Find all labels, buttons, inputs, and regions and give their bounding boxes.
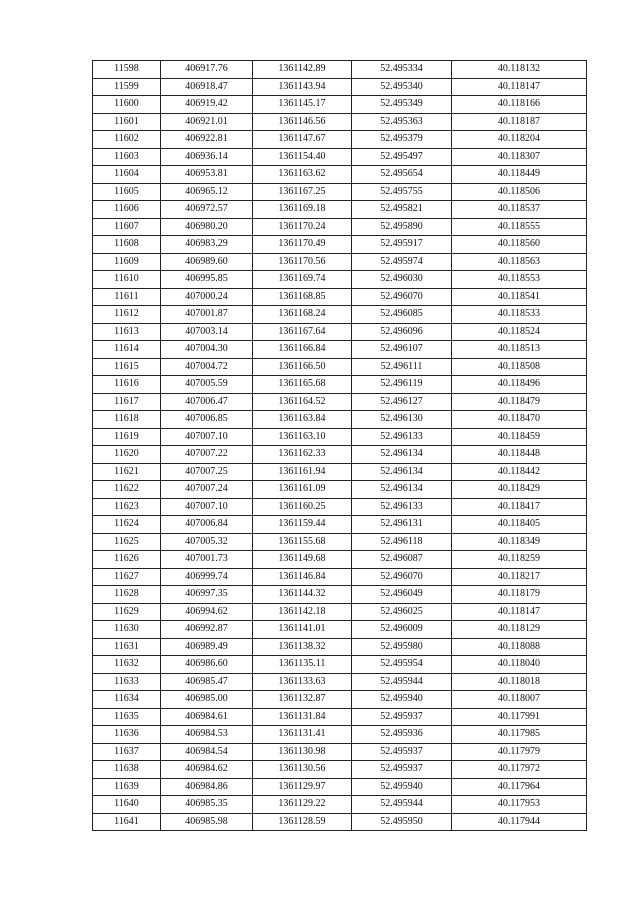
latitude-cell: 52.496118 (352, 533, 452, 551)
longitude-cell: 40.118187 (452, 113, 587, 131)
coord-y-cell: 1361143.94 (253, 78, 352, 96)
latitude-cell: 52.495980 (352, 638, 452, 656)
latitude-cell: 52.495940 (352, 778, 452, 796)
coord-x-cell: 407007.25 (161, 463, 253, 481)
coord-y-cell: 1361163.62 (253, 166, 352, 184)
coord-y-cell: 1361168.85 (253, 288, 352, 306)
longitude-cell: 40.118007 (452, 691, 587, 709)
table-row (93, 778, 587, 796)
coord-x-cell: 407000.24 (161, 288, 253, 306)
point-id-cell: 11638 (93, 761, 161, 779)
point-id-cell: 11629 (93, 603, 161, 621)
coord-x-cell: 406995.85 (161, 271, 253, 289)
coord-x-cell: 406989.49 (161, 638, 253, 656)
point-id-cell: 11617 (93, 393, 161, 411)
point-id-cell: 11633 (93, 673, 161, 691)
longitude-cell: 40.118217 (452, 568, 587, 586)
table-row (93, 743, 587, 761)
table-row (93, 393, 587, 411)
table-row (93, 533, 587, 551)
coord-x-cell: 406997.35 (161, 586, 253, 604)
coord-y-cell: 1361169.74 (253, 271, 352, 289)
coord-x-cell: 407007.10 (161, 428, 253, 446)
longitude-cell: 40.118449 (452, 166, 587, 184)
latitude-cell: 52.495349 (352, 96, 452, 114)
coord-y-cell: 1361130.98 (253, 743, 352, 761)
coord-x-cell: 406992.87 (161, 621, 253, 639)
longitude-cell: 40.118132 (452, 61, 587, 79)
table-row (93, 218, 587, 236)
point-id-cell: 11607 (93, 218, 161, 236)
longitude-cell: 40.117972 (452, 761, 587, 779)
coord-x-cell: 406999.74 (161, 568, 253, 586)
longitude-cell: 40.118147 (452, 603, 587, 621)
point-id-cell: 11626 (93, 551, 161, 569)
coord-y-cell: 1361149.68 (253, 551, 352, 569)
point-id-cell: 11618 (93, 411, 161, 429)
coord-y-cell: 1361154.40 (253, 148, 352, 166)
table-row (93, 516, 587, 534)
point-id-cell: 11611 (93, 288, 161, 306)
longitude-cell: 40.118508 (452, 358, 587, 376)
coord-x-cell: 406922.81 (161, 131, 253, 149)
coord-x-cell: 406918.47 (161, 78, 253, 96)
longitude-cell: 40.118166 (452, 96, 587, 114)
point-id-cell: 11606 (93, 201, 161, 219)
coord-y-cell: 1361146.56 (253, 113, 352, 131)
longitude-cell: 40.118479 (452, 393, 587, 411)
table-row (93, 673, 587, 691)
latitude-cell: 52.495944 (352, 673, 452, 691)
latitude-cell: 52.496130 (352, 411, 452, 429)
coord-y-cell: 1361138.32 (253, 638, 352, 656)
longitude-cell: 40.118524 (452, 323, 587, 341)
latitude-cell: 52.496131 (352, 516, 452, 534)
coord-y-cell: 1361167.64 (253, 323, 352, 341)
point-id-cell: 11630 (93, 621, 161, 639)
table-row (93, 551, 587, 569)
longitude-cell: 40.117953 (452, 796, 587, 814)
longitude-cell: 40.118147 (452, 78, 587, 96)
coord-x-cell: 407001.73 (161, 551, 253, 569)
table-row (93, 498, 587, 516)
table-row (93, 148, 587, 166)
point-id-cell: 11608 (93, 236, 161, 254)
coord-y-cell: 1361128.59 (253, 813, 352, 831)
table-row (93, 61, 587, 79)
latitude-cell: 52.496134 (352, 446, 452, 464)
point-id-cell: 11610 (93, 271, 161, 289)
latitude-cell: 52.496133 (352, 428, 452, 446)
coord-x-cell: 407001.87 (161, 306, 253, 324)
latitude-cell: 52.496119 (352, 376, 452, 394)
point-id-cell: 11598 (93, 61, 161, 79)
latitude-cell: 52.496096 (352, 323, 452, 341)
coord-y-cell: 1361163.10 (253, 428, 352, 446)
longitude-cell: 40.118506 (452, 183, 587, 201)
point-id-cell: 11600 (93, 96, 161, 114)
latitude-cell: 52.496025 (352, 603, 452, 621)
longitude-cell: 40.118129 (452, 621, 587, 639)
latitude-cell: 52.495334 (352, 61, 452, 79)
table-row (93, 131, 587, 149)
point-id-cell: 11640 (93, 796, 161, 814)
point-id-cell: 11605 (93, 183, 161, 201)
coord-y-cell: 1361129.97 (253, 778, 352, 796)
table-row (93, 796, 587, 814)
point-id-cell: 11631 (93, 638, 161, 656)
table-row (93, 236, 587, 254)
latitude-cell: 52.495821 (352, 201, 452, 219)
latitude-cell: 52.495937 (352, 761, 452, 779)
latitude-cell: 52.495950 (352, 813, 452, 831)
coord-x-cell: 406985.35 (161, 796, 253, 814)
coord-y-cell: 1361131.41 (253, 726, 352, 744)
table-row (93, 96, 587, 114)
table-row (93, 708, 587, 726)
coord-x-cell: 406985.00 (161, 691, 253, 709)
longitude-cell: 40.117985 (452, 726, 587, 744)
longitude-cell: 40.118429 (452, 481, 587, 499)
latitude-cell: 52.496009 (352, 621, 452, 639)
coord-x-cell: 406985.47 (161, 673, 253, 691)
coord-y-cell: 1361164.52 (253, 393, 352, 411)
longitude-cell: 40.118417 (452, 498, 587, 516)
latitude-cell: 52.496087 (352, 551, 452, 569)
point-id-cell: 11639 (93, 778, 161, 796)
latitude-cell: 52.495755 (352, 183, 452, 201)
point-id-cell: 11628 (93, 586, 161, 604)
point-id-cell: 11641 (93, 813, 161, 831)
table-row (93, 376, 587, 394)
latitude-cell: 52.496111 (352, 358, 452, 376)
latitude-cell: 52.495654 (352, 166, 452, 184)
point-id-cell: 11637 (93, 743, 161, 761)
longitude-cell: 40.118470 (452, 411, 587, 429)
latitude-cell: 52.495340 (352, 78, 452, 96)
coord-y-cell: 1361146.84 (253, 568, 352, 586)
longitude-cell: 40.118563 (452, 253, 587, 271)
longitude-cell: 40.117991 (452, 708, 587, 726)
coord-x-cell: 407004.72 (161, 358, 253, 376)
latitude-cell: 52.496134 (352, 463, 452, 481)
longitude-cell: 40.118459 (452, 428, 587, 446)
coord-x-cell: 406953.81 (161, 166, 253, 184)
coord-x-cell: 407007.10 (161, 498, 253, 516)
point-id-cell: 11619 (93, 428, 161, 446)
point-id-cell: 11613 (93, 323, 161, 341)
longitude-cell: 40.118541 (452, 288, 587, 306)
longitude-cell: 40.118088 (452, 638, 587, 656)
table-row (93, 586, 587, 604)
coord-x-cell: 406936.14 (161, 148, 253, 166)
table-row (93, 306, 587, 324)
point-id-cell: 11609 (93, 253, 161, 271)
coord-y-cell: 1361155.68 (253, 533, 352, 551)
longitude-cell: 40.118537 (452, 201, 587, 219)
coord-y-cell: 1361167.25 (253, 183, 352, 201)
longitude-cell: 40.118496 (452, 376, 587, 394)
longitude-cell: 40.118513 (452, 341, 587, 359)
latitude-cell: 52.495974 (352, 253, 452, 271)
longitude-cell: 40.118405 (452, 516, 587, 534)
latitude-cell: 52.496049 (352, 586, 452, 604)
coord-x-cell: 407006.47 (161, 393, 253, 411)
longitude-cell: 40.117964 (452, 778, 587, 796)
coord-x-cell: 406921.01 (161, 113, 253, 131)
coord-y-cell: 1361169.18 (253, 201, 352, 219)
point-id-cell: 11621 (93, 463, 161, 481)
longitude-cell: 40.118533 (452, 306, 587, 324)
table-row (93, 481, 587, 499)
table-row (93, 446, 587, 464)
table-row (93, 358, 587, 376)
coord-y-cell: 1361144.32 (253, 586, 352, 604)
coord-x-cell: 407005.59 (161, 376, 253, 394)
table-row (93, 656, 587, 674)
latitude-cell: 52.495937 (352, 743, 452, 761)
latitude-cell: 52.495890 (352, 218, 452, 236)
point-id-cell: 11623 (93, 498, 161, 516)
longitude-cell: 40.117979 (452, 743, 587, 761)
table-row (93, 78, 587, 96)
table-row (93, 288, 587, 306)
coord-y-cell: 1361133.63 (253, 673, 352, 691)
longitude-cell: 40.118553 (452, 271, 587, 289)
latitude-cell: 52.496127 (352, 393, 452, 411)
latitude-cell: 52.496085 (352, 306, 452, 324)
point-id-cell: 11620 (93, 446, 161, 464)
coord-x-cell: 407004.30 (161, 341, 253, 359)
coord-y-cell: 1361170.56 (253, 253, 352, 271)
latitude-cell: 52.495936 (352, 726, 452, 744)
table-row (93, 166, 587, 184)
point-id-cell: 11612 (93, 306, 161, 324)
latitude-cell: 52.496070 (352, 288, 452, 306)
coord-y-cell: 1361132.87 (253, 691, 352, 709)
coord-x-cell: 406972.57 (161, 201, 253, 219)
longitude-cell: 40.118018 (452, 673, 587, 691)
table-row (93, 428, 587, 446)
coord-y-cell: 1361145.17 (253, 96, 352, 114)
table-row (93, 603, 587, 621)
table-row (93, 323, 587, 341)
longitude-cell: 40.118179 (452, 586, 587, 604)
coord-x-cell: 407007.24 (161, 481, 253, 499)
coord-x-cell: 406986.60 (161, 656, 253, 674)
latitude-cell: 52.495917 (352, 236, 452, 254)
coord-x-cell: 406985.98 (161, 813, 253, 831)
coord-y-cell: 1361170.24 (253, 218, 352, 236)
coord-x-cell: 406984.53 (161, 726, 253, 744)
table-row (93, 271, 587, 289)
coord-x-cell: 407007.22 (161, 446, 253, 464)
point-id-cell: 11599 (93, 78, 161, 96)
point-id-cell: 11624 (93, 516, 161, 534)
point-id-cell: 11634 (93, 691, 161, 709)
latitude-cell: 52.495954 (352, 656, 452, 674)
coord-y-cell: 1361141.01 (253, 621, 352, 639)
point-id-cell: 11636 (93, 726, 161, 744)
coord-x-cell: 406965.12 (161, 183, 253, 201)
latitude-cell: 52.496134 (352, 481, 452, 499)
coord-x-cell: 406984.62 (161, 761, 253, 779)
latitude-cell: 52.495940 (352, 691, 452, 709)
coord-y-cell: 1361163.84 (253, 411, 352, 429)
latitude-cell: 52.495497 (352, 148, 452, 166)
table-row (93, 201, 587, 219)
coord-y-cell: 1361129.22 (253, 796, 352, 814)
table-row (93, 113, 587, 131)
latitude-cell: 52.495944 (352, 796, 452, 814)
coordinates-table-body (93, 61, 587, 831)
point-id-cell: 11604 (93, 166, 161, 184)
coord-x-cell: 407003.14 (161, 323, 253, 341)
longitude-cell: 40.118555 (452, 218, 587, 236)
coord-y-cell: 1361165.68 (253, 376, 352, 394)
table-row (93, 463, 587, 481)
coord-y-cell: 1361166.50 (253, 358, 352, 376)
coord-x-cell: 406980.20 (161, 218, 253, 236)
coord-x-cell: 406984.86 (161, 778, 253, 796)
coord-y-cell: 1361142.18 (253, 603, 352, 621)
point-id-cell: 11625 (93, 533, 161, 551)
latitude-cell: 52.496070 (352, 568, 452, 586)
latitude-cell: 52.495937 (352, 708, 452, 726)
point-id-cell: 11614 (93, 341, 161, 359)
point-id-cell: 11602 (93, 131, 161, 149)
longitude-cell: 40.118560 (452, 236, 587, 254)
coord-y-cell: 1361170.49 (253, 236, 352, 254)
table-row (93, 183, 587, 201)
coord-x-cell: 406983.29 (161, 236, 253, 254)
point-id-cell: 11635 (93, 708, 161, 726)
longitude-cell: 40.117944 (452, 813, 587, 831)
coord-y-cell: 1361161.94 (253, 463, 352, 481)
point-id-cell: 11601 (93, 113, 161, 131)
longitude-cell: 40.118259 (452, 551, 587, 569)
coord-y-cell: 1361168.24 (253, 306, 352, 324)
point-id-cell: 11615 (93, 358, 161, 376)
coord-y-cell: 1361159.44 (253, 516, 352, 534)
coord-x-cell: 407005.32 (161, 533, 253, 551)
latitude-cell: 52.495363 (352, 113, 452, 131)
longitude-cell: 40.118349 (452, 533, 587, 551)
coord-x-cell: 407006.84 (161, 516, 253, 534)
point-id-cell: 11603 (93, 148, 161, 166)
coordinates-table (92, 60, 587, 831)
coord-y-cell: 1361142.89 (253, 61, 352, 79)
table-row (93, 253, 587, 271)
latitude-cell: 52.496133 (352, 498, 452, 516)
table-row (93, 341, 587, 359)
coord-x-cell: 406984.61 (161, 708, 253, 726)
table-row (93, 813, 587, 831)
latitude-cell: 52.496107 (352, 341, 452, 359)
table-row (93, 568, 587, 586)
table-row (93, 638, 587, 656)
coord-x-cell: 407006.85 (161, 411, 253, 429)
table-row (93, 726, 587, 744)
longitude-cell: 40.118442 (452, 463, 587, 481)
coord-y-cell: 1361147.67 (253, 131, 352, 149)
coord-x-cell: 406989.60 (161, 253, 253, 271)
longitude-cell: 40.118040 (452, 656, 587, 674)
latitude-cell: 52.495379 (352, 131, 452, 149)
latitude-cell: 52.496030 (352, 271, 452, 289)
point-id-cell: 11632 (93, 656, 161, 674)
coord-y-cell: 1361160.25 (253, 498, 352, 516)
coord-y-cell: 1361135.11 (253, 656, 352, 674)
point-id-cell: 11627 (93, 568, 161, 586)
coord-y-cell: 1361162.33 (253, 446, 352, 464)
coord-y-cell: 1361166.84 (253, 341, 352, 359)
table-row (93, 411, 587, 429)
point-id-cell: 11616 (93, 376, 161, 394)
longitude-cell: 40.118448 (452, 446, 587, 464)
coord-x-cell: 406994.62 (161, 603, 253, 621)
table-row (93, 691, 587, 709)
table-row (93, 621, 587, 639)
point-id-cell: 11622 (93, 481, 161, 499)
longitude-cell: 40.118307 (452, 148, 587, 166)
coord-y-cell: 1361161.09 (253, 481, 352, 499)
coord-x-cell: 406919.42 (161, 96, 253, 114)
coord-x-cell: 406984.54 (161, 743, 253, 761)
longitude-cell: 40.118204 (452, 131, 587, 149)
coord-y-cell: 1361130.56 (253, 761, 352, 779)
coord-x-cell: 406917.76 (161, 61, 253, 79)
coord-y-cell: 1361131.84 (253, 708, 352, 726)
table-row (93, 761, 587, 779)
